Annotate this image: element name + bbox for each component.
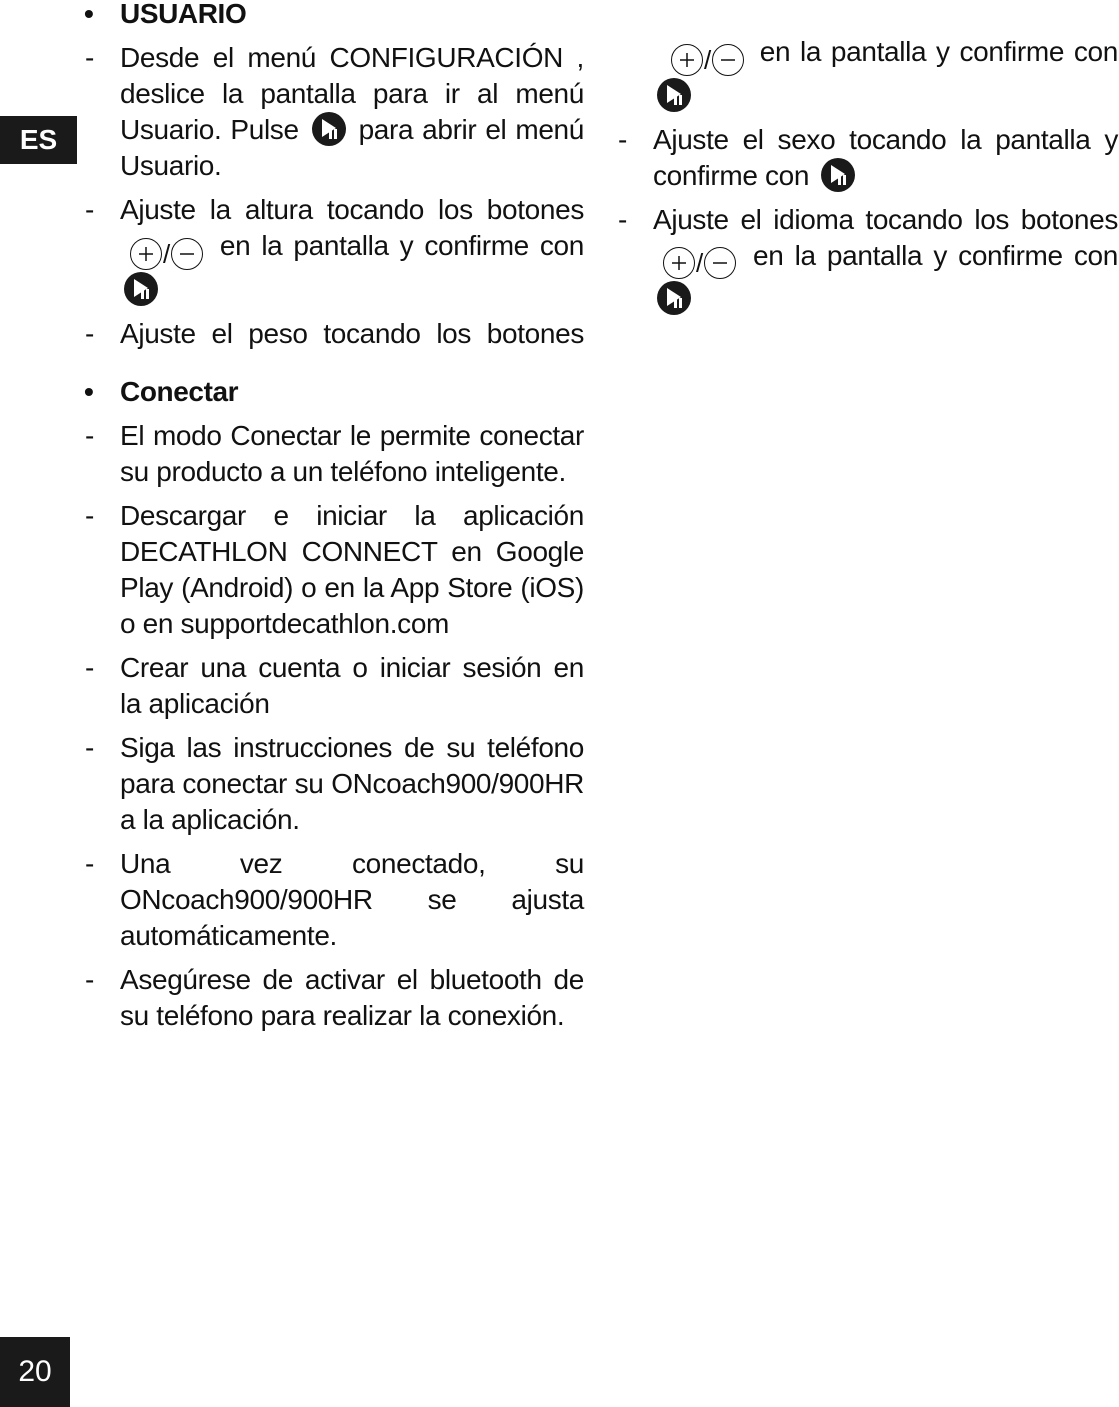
plus-minus-buttons: [671, 40, 744, 78]
list-item-sexo: [615, 122, 1118, 194]
plus-minus-buttons: [663, 244, 736, 282]
item-text: Una vez conectado, su ONcoach900/900HR se ajusta automáticamente.: [120, 847, 584, 951]
play-pause-icon: [657, 281, 691, 315]
dash: -: [85, 731, 95, 763]
slash: /: [704, 44, 711, 75]
list-item: [82, 418, 584, 490]
minus-icon: [704, 247, 736, 279]
list-item: [82, 962, 584, 1034]
list-item-peso: [82, 316, 584, 352]
list-item-altura: [82, 192, 584, 308]
heading-text: USUARIO: [120, 0, 247, 29]
plus-icon: [663, 247, 695, 279]
item-text: El modo Conectar le permite conectar su producto a un teléfono inteligente.: [120, 419, 584, 487]
language-tab: ES: [0, 116, 77, 164]
item-text: Descargar e iniciar la aplicación DECATHLON CONNECT en Google Play (Android) o en la App Store (iOS) o en supportdecathlon.com: [120, 499, 584, 639]
item-text: Ajuste el peso tocando los botones: [120, 317, 584, 349]
dash: -: [85, 651, 95, 683]
bullet: •: [84, 375, 94, 407]
item-text: Ajuste el idioma tocando los botones: [653, 203, 1118, 235]
dash: -: [85, 963, 95, 995]
list-item: [82, 498, 584, 642]
dash: -: [618, 123, 628, 155]
dash: -: [85, 419, 95, 451]
list-item: [82, 846, 584, 954]
minus-icon: [712, 44, 744, 76]
item-text: Ajuste el sexo tocando la pantalla y confirme con: [653, 123, 1118, 191]
item-text: para abrir el menú Usuario.: [120, 114, 584, 181]
list-item: [82, 730, 584, 838]
item-text: Desde el menú CONFIGURACIÓN , deslice la pantalla para ir al menú Usuario. Pulse: [120, 42, 584, 145]
play-pause-icon: [124, 272, 158, 306]
plus-icon: [671, 44, 703, 76]
dash: -: [85, 42, 95, 73]
bullet: •: [84, 0, 94, 29]
item-text: Asegúrese de activar el bluetooth de su teléfono para realizar la conexión.: [120, 963, 584, 1031]
list-item-menu-usuario: [82, 40, 584, 184]
list-item-peso-continued: [615, 34, 1118, 114]
dash: -: [85, 499, 95, 531]
plus-icon: [130, 238, 162, 270]
item-text: Crear una cuenta o iniciar sesión en la aplicación: [120, 651, 584, 719]
plus-minus-buttons: [130, 234, 203, 272]
slash: /: [163, 238, 170, 269]
slash: /: [696, 248, 703, 279]
play-pause-icon: [821, 158, 855, 192]
list-item: [82, 650, 584, 722]
list-item-idioma: [615, 202, 1118, 318]
play-pause-icon: [312, 112, 346, 146]
left-column: [82, 0, 584, 1034]
dash: -: [85, 194, 95, 225]
dash: -: [85, 847, 95, 879]
page-number: 20: [0, 1337, 70, 1407]
play-pause-icon: [657, 78, 691, 112]
dash: -: [618, 203, 628, 235]
item-text: Siga las instrucciones de su teléfono para conectar su ONcoach900/900HR a la aplicación.: [120, 731, 584, 835]
section-heading-usuario: [82, 0, 584, 32]
minus-icon: [171, 238, 203, 270]
item-text: Ajuste la altura tocando los botones: [120, 194, 584, 225]
item-text: en la pantalla y confirme con: [219, 230, 584, 261]
item-text: en la pantalla y confirme con: [753, 239, 1118, 271]
item-text: en la pantalla y confirme con: [759, 36, 1118, 67]
section-heading-conectar: [82, 374, 584, 410]
right-column: [615, 0, 1118, 317]
heading-text: Conectar: [120, 375, 239, 407]
dash: -: [85, 317, 95, 349]
